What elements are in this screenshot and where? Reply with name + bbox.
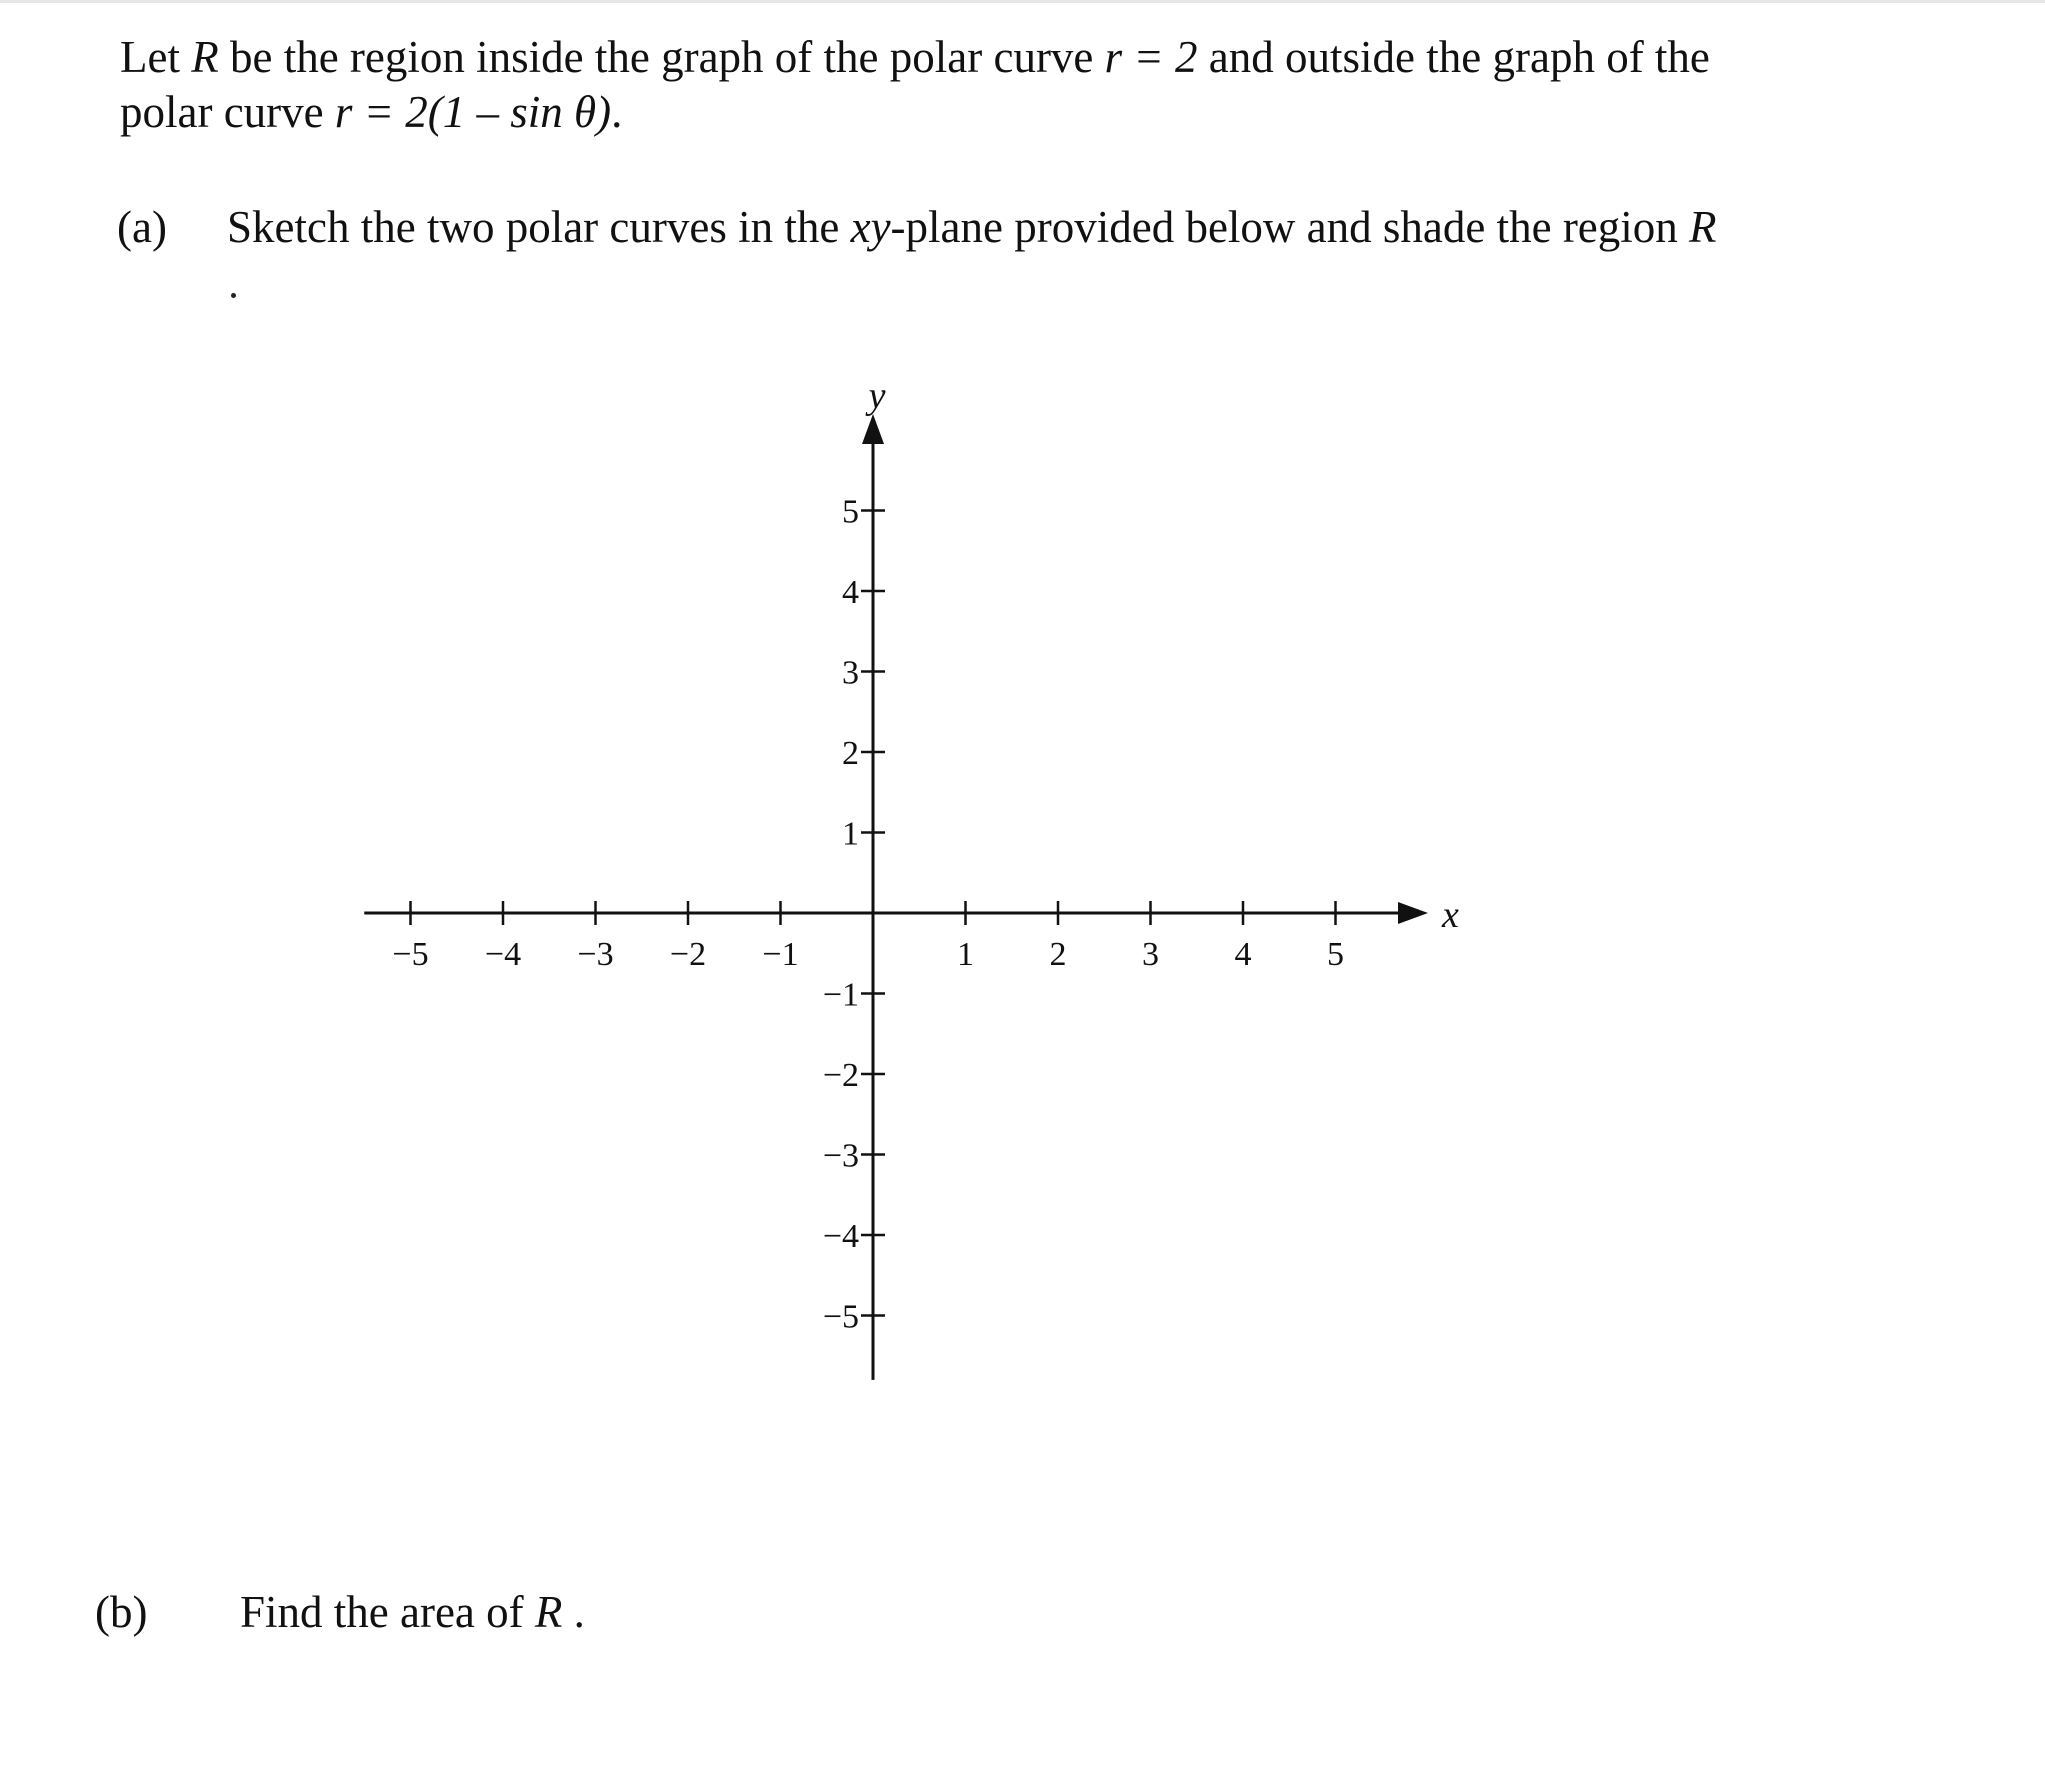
- x-axis-arrow: [1398, 902, 1428, 924]
- y-tick-label: 1: [842, 815, 859, 853]
- part-a-text: -plane provided below and shade the region: [890, 202, 1690, 252]
- statement-line-1: [120, 30, 1880, 85]
- statement-text: Let: [120, 32, 192, 82]
- xy-plane-figure: [300, 360, 1540, 1420]
- problem-statement: [120, 30, 1880, 140]
- y-tick-label: 3: [842, 654, 859, 692]
- y-axis-arrow: [862, 414, 884, 444]
- statement-text: be the region inside the graph of the polar curve: [218, 32, 1105, 82]
- xy-symbol: xy: [850, 202, 891, 252]
- x-tick-label: 1: [957, 936, 974, 973]
- region-symbol: R: [534, 1587, 563, 1637]
- statement-text: polar curve: [120, 87, 335, 137]
- circle-equation: r = 2: [1104, 32, 1198, 82]
- xy-plane-axes: [300, 360, 1540, 1420]
- x-tick-label: 5: [1327, 936, 1344, 973]
- x-tick-label: 2: [1049, 936, 1067, 973]
- x-axis-label: x: [1442, 894, 1459, 936]
- stray-dot: [231, 293, 236, 298]
- y-tick-label: −5: [822, 1298, 859, 1336]
- statement-line-2: [120, 85, 1880, 140]
- x-tick-label: −5: [392, 936, 429, 973]
- region-symbol: R: [191, 32, 219, 82]
- y-tick-label: −2: [822, 1057, 859, 1094]
- part-a-question: [117, 200, 1717, 255]
- part-b-text: Find the area of: [240, 1587, 535, 1637]
- y-tick-label: 2: [842, 735, 859, 772]
- x-tick-label: −3: [577, 936, 614, 973]
- statement-text: .: [611, 87, 623, 137]
- region-symbol: R: [1689, 202, 1717, 252]
- statement-text: and outside the graph of the: [1197, 32, 1710, 82]
- x-tick-label: 4: [1234, 936, 1252, 973]
- top-border: [0, 0, 2045, 3]
- part-b-text: .: [562, 1587, 585, 1637]
- part-b-label: (b): [95, 1587, 148, 1637]
- y-tick-label: −4: [822, 1218, 859, 1255]
- y-axis-label: y: [868, 375, 886, 417]
- y-tick-label: 5: [842, 493, 859, 531]
- x-tick-label: −2: [669, 936, 707, 973]
- y-tick-label: 4: [842, 574, 859, 611]
- x-tick-label: −4: [484, 936, 522, 973]
- part-a-label: (a): [117, 202, 167, 252]
- part-a-text: Sketch the two polar curves in the: [227, 202, 851, 252]
- x-tick-label: 3: [1142, 936, 1159, 973]
- x-tick-label: −1: [762, 936, 799, 973]
- part-b-question: [95, 1585, 585, 1640]
- y-tick-label: −1: [822, 976, 859, 1014]
- y-tick-label: −3: [822, 1137, 859, 1175]
- cardioid-equation: r = 2(1 – sin θ): [334, 87, 612, 137]
